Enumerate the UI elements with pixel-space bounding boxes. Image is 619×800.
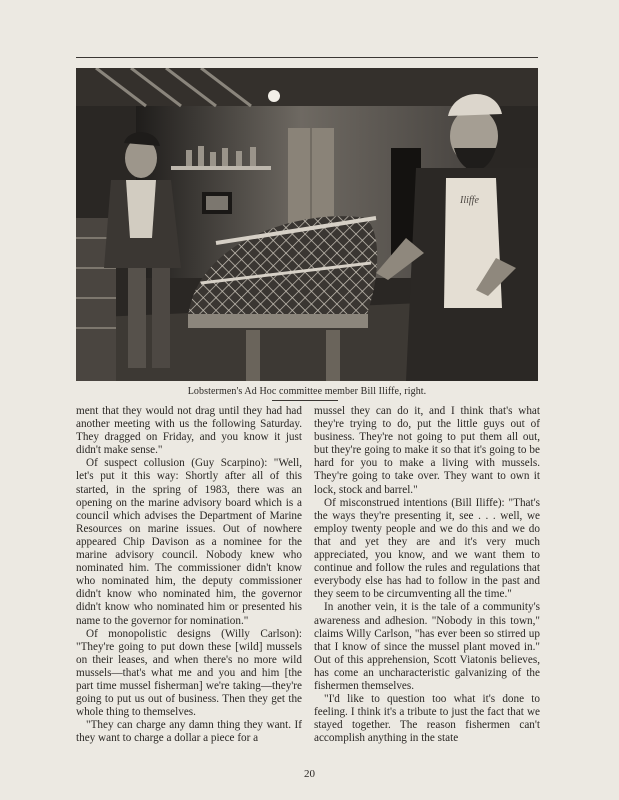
paragraph: Of misconstrued intentions (Bill Iliffe): "That's the ways they're presenting it, see . . . well, we employ twenty people and we do this and we do that and yet they are and it's very much appreciated, you know, and we want them to continue and follow the rules and regulations that everybody else has had to follow in the past and they seem to be circumventing all the time." [314, 496, 540, 601]
apron-lettering: Iliffe [460, 195, 479, 206]
paragraph: "They can charge any damn thing they want. If they want to charge a dollar a piece for a [76, 719, 302, 745]
text-column-right [314, 405, 540, 745]
photo-caption: Lobstermen's Ad Hoc committee member Bill Iliffe, right. [187, 386, 427, 397]
text-column-left [76, 405, 302, 745]
page-number: 20 [304, 768, 315, 780]
photo-lobstermen [76, 68, 538, 381]
paragraph: Of monopolistic designs (Willy Carlson): "They're going to put down these [wild] mussels on their leases, and when there's no more wild mussels—that's what me and you and him [the part time mussel fisherman] we're taking—they're going to put us out of business. Then they get the whole thing to themselves. [76, 627, 302, 719]
paragraph: ment that they would not drag until they had had another meeting with us the following Saturday. They dragged on Friday, and you know it just didn't make sense." [76, 405, 302, 457]
paragraph: Of suspect collusion (Guy Scarpino): "Well, let's put it this way: Shortly after all of this started, in the spring of 1983, there was an opening on the marine advisory board which is a council which advises the Department of Marine Resources on marine issues. Out of nowhere appeared Chip Davison as a nominee for the marine advisory council. Nobody knew who nominated him. The commissioner didn't know who nominated him, the deputy commissioner didn't know who nominated him, the governor didn't know who nominated him or presented his name to the governor for nomination." [76, 457, 302, 627]
paragraph: "I'd like to question too what it's done to feeling. I think it's a tribute to just the fact that we stayed together. The reason fishermen can't accomplish anything in the state [314, 693, 540, 745]
paragraph: mussel they can do it, and I think that's what they're trying to do, put the little guys out of business. They're not going to put them all out, but they're going to make it so that it's going to be hard for you to make a living with mussels. They're going to take over. They want to own it lock, stock and barrel." [314, 405, 540, 496]
top-rule [76, 57, 538, 58]
caption-rule [272, 400, 338, 401]
paragraph: In another vein, it is the tale of a community's awareness and adhesion. "Nobody in this town," claims Willy Carlson, "has ever been so stirred up that I know of since the mussel plant moved in." Out of this apprehension, Scott Viatonis believes, has come an uncharacteristic galvanizing of the fishermen themselves. [314, 601, 540, 692]
